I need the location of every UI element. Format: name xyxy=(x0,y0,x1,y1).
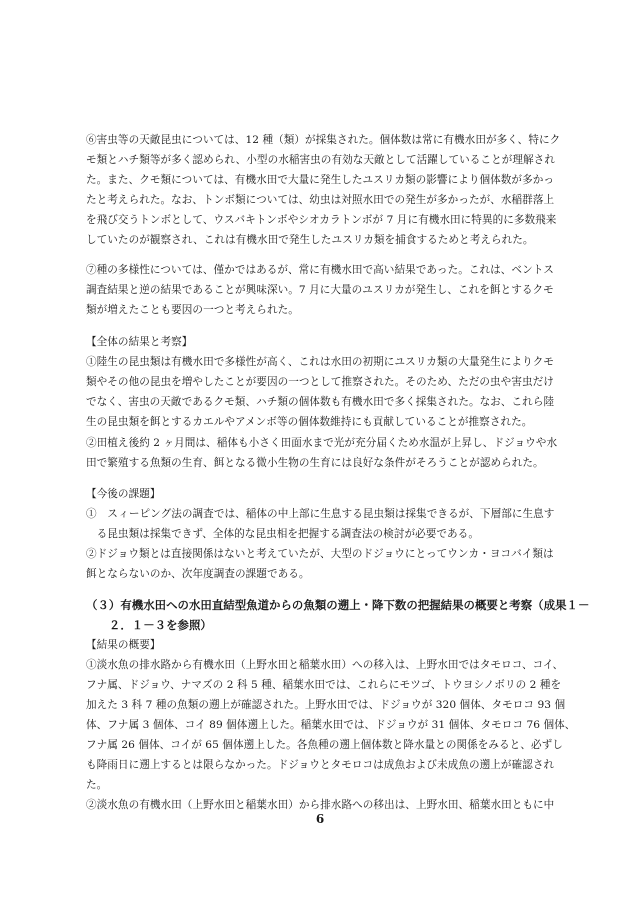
text-line: を飛び交うトンボとして、ウスバキトンボやシオカラトンボが 7 月に有機水田に特異的に多数飛来 xyxy=(86,214,557,226)
text-line: 【結果の概要】 xyxy=(86,639,161,651)
text-line: 【今後の課題】 xyxy=(86,488,161,500)
text-line: た。 xyxy=(86,779,108,791)
paragraph xyxy=(86,433,560,473)
paragraph xyxy=(86,544,560,584)
paragraph xyxy=(86,260,560,320)
text-line: 加えた 3 科 7 種の魚類の遡上が確認された。上野水田では、ドジョウが 320 個体、タモロコ 93 個 xyxy=(86,699,566,711)
section-heading xyxy=(86,595,590,635)
paragraph xyxy=(86,332,560,432)
text-line: 田で繁殖する魚類の生育、餌となる微小生物の生育には良好な条件がそろうことが認められた。 xyxy=(86,457,544,469)
paragraph xyxy=(86,484,560,544)
text-line: ②淡水魚の有機水田（上野水田と稲葉水田）から排水路への移出は、上野水田、稲葉水田ともに中 xyxy=(86,799,555,811)
text-line: る昆虫類は採集できず、全体的な昆虫相を把握する調査法の検討が必要である。 xyxy=(86,528,479,540)
text-line: た。また、クモ類については、有機水田で大量に発生したユスリカ類の影響により個体数が多かっ xyxy=(86,174,555,186)
text-line: でなく、害虫の天敵であるクモ類、ハチ類の個体数も有機水田で多く採集された。なお、これら陸 xyxy=(86,396,555,408)
text-line: 【全体の結果と考察】 xyxy=(86,336,193,348)
text-line: フナ属 26 個体、コイが 65 個体遡上した。各魚種の遡上個体数と降水量との関係をみると、必ずし xyxy=(86,739,563,751)
text-line: モ類とハチ類等が多く認められ、小型の水稲害虫の有効な天敵として活躍していることが理解され xyxy=(86,154,555,166)
paragraph xyxy=(86,130,560,250)
text-line: 類やその他の昆虫を増やしたことが要因の一つとして推察された。そのため、ただの虫や害虫だけ xyxy=(86,376,554,388)
text-line: ①淡水魚の排水路から有機水田（上野水田と稲葉水田）への移入は、上野水田ではタモロコ、コイ、 xyxy=(86,659,564,671)
page-number: 6 xyxy=(315,812,325,826)
text-line: も降雨日に遡上するとは限らなかった。ドジョウとタモロコは成魚および未成魚の遡上が確認され xyxy=(86,759,555,771)
text-line: ②ドジョウ類とは直接関係はないと考えていたが、大型のドジョウにとってウンカ・ヨコバイ類は xyxy=(86,548,554,560)
text-line: 類が増えたことも要因の一つと考えられた。 xyxy=(86,304,299,316)
text-line: フナ属、ドジョウ、ナマズの 2 科 5 種、稲葉水田では、これらにモツゴ、トウヨシノボリの 2 種を xyxy=(86,679,562,691)
text-line: 生の昆虫類を餌とするカエルやアメンボ等の個体数維持にも貢献していることが推察された。 xyxy=(86,416,533,428)
text-line: ①陸生の昆虫類は有機水田で多様性が高く、これは水田の初期にユスリカ類の大量発生によりクモ xyxy=(86,356,555,368)
text-line: ②田植え後約 2 ヶ月間は、稲体も小さく田面水まで光が充分届くため水温が上昇し、ドジョウや水 xyxy=(86,437,558,449)
text-line: 餌とならないのか、次年度調査の課題である。 xyxy=(86,568,310,580)
paragraph xyxy=(86,795,560,815)
text-line: 調査結果と逆の結果であることが興味深い。7 月に大量のユスリカが発生し、これを餌とするクモ xyxy=(86,284,554,296)
text-line: たと考えられた。なお、トンボ類については、幼虫は対照水田での発生が多かったが、水稲群落上 xyxy=(86,194,555,206)
text-line: ２．１－３を参照） xyxy=(86,618,212,632)
paragraph xyxy=(86,635,576,795)
text-line: ① スィーピング法の調査では、稲体の中上部に生息する昆虫類は採集できるが、下層部に生息す xyxy=(86,508,555,520)
text-line: 体、フナ属 3 個体、コイ 89 個体遡上した。稲葉水田では、ドジョウが 31 個体、タモロコ 76 個体、 xyxy=(86,719,576,731)
text-line: ⑥害虫等の天敵昆虫については、12 種（類）が採集された。個体数は常に有機水田が多く、特にク xyxy=(86,134,561,146)
text-line: していたのが観察され、これは有機水田で発生したユスリカ類を捕食するためと考えられた。 xyxy=(86,234,534,246)
text-line: （３）有機水田への水田直結型魚道からの魚類の遡上・降下数の把握結果の概要と考察（成果１－ xyxy=(86,598,590,612)
text-line: ⑦種の多様性については、僅かではあるが、常に有機水田で高い結果であった。これは、ベントス xyxy=(86,264,554,276)
